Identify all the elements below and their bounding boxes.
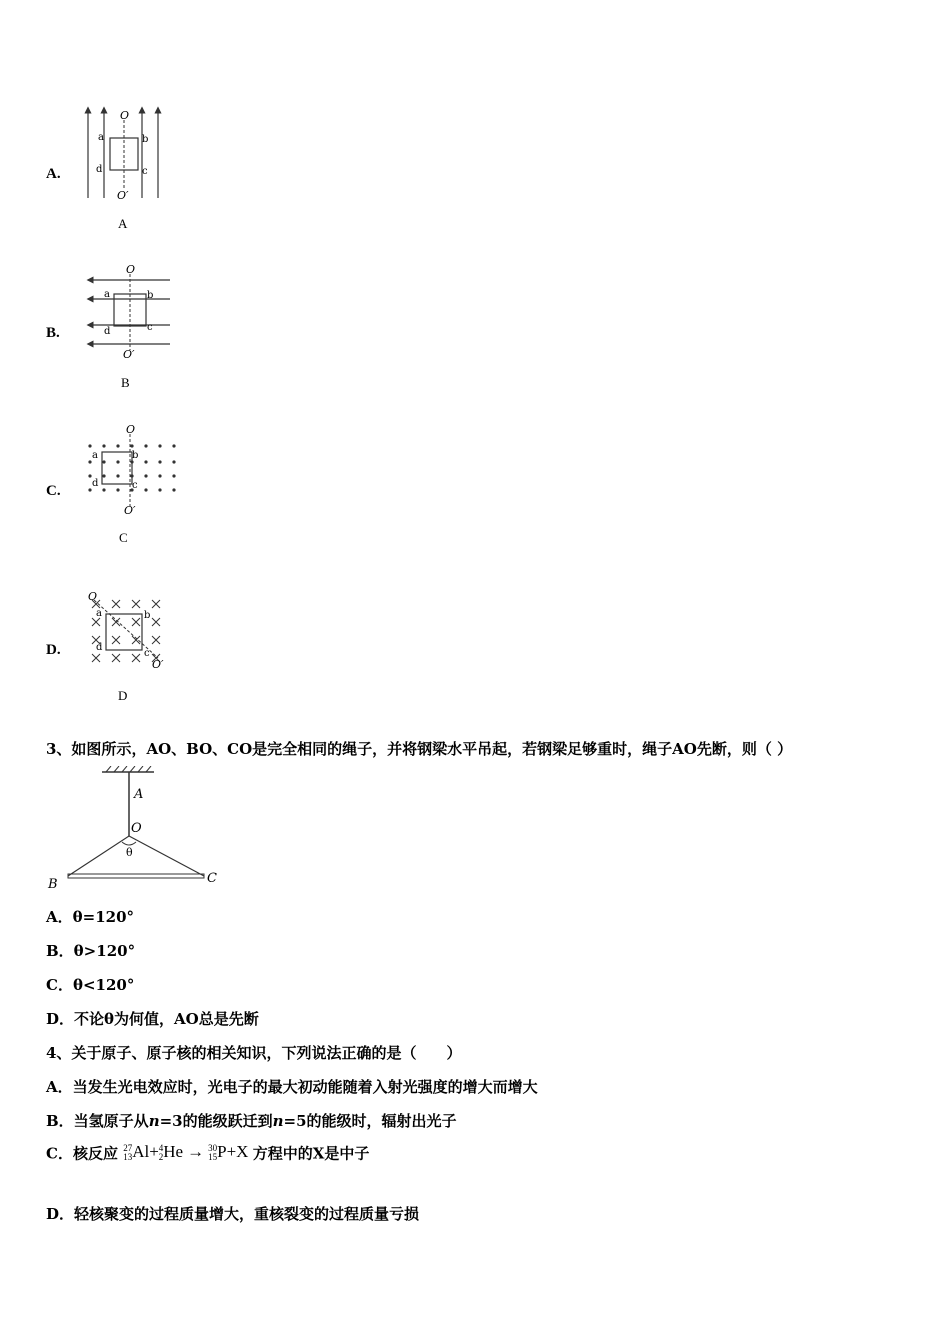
field-dot xyxy=(144,488,147,491)
field-cross xyxy=(92,618,100,626)
field-cross xyxy=(152,600,160,608)
he-mass: 4 xyxy=(158,1143,164,1154)
al-charge: 13 xyxy=(123,1152,133,1163)
p-symbol: P xyxy=(217,1142,227,1161)
fig-c-o-prime: O′ xyxy=(124,504,136,517)
field-dot xyxy=(172,444,175,447)
q3-label-c: C xyxy=(207,871,217,886)
field-dot xyxy=(102,460,105,463)
q3-label-theta: θ xyxy=(126,846,133,859)
figure-c-dot-field xyxy=(82,420,182,520)
q3-option-a: A．θ=120° xyxy=(46,908,135,926)
option-b-label: B. xyxy=(46,325,60,341)
al-mass: 27 xyxy=(123,1143,133,1154)
he-charge: 2 xyxy=(158,1152,164,1163)
field-cross xyxy=(132,654,140,662)
field-dot xyxy=(102,488,105,491)
figure-a-vertical-field xyxy=(82,106,172,206)
q3-option-b: B．θ>120° xyxy=(46,942,136,960)
fig-c-b: b xyxy=(132,450,139,461)
fig-c-a: a xyxy=(92,450,98,461)
fig-a-o-prime: O′ xyxy=(117,189,129,202)
field-dot xyxy=(158,444,161,447)
field-dot xyxy=(144,444,147,447)
field-dot xyxy=(116,460,119,463)
fig-b-o-prime: O′ xyxy=(123,348,135,361)
fig-d-a: a xyxy=(96,608,102,619)
field-cross xyxy=(92,654,100,662)
fig-b-c: c xyxy=(147,322,153,333)
figure-d-caption: D xyxy=(118,688,128,703)
figure-b-caption: B xyxy=(121,375,130,390)
he-symbol: He xyxy=(163,1142,184,1161)
q4-option-a: A．当发生光电效应时，光电子的最大初动能随着入射光强度的增大而增大 xyxy=(46,1078,538,1096)
field-cross xyxy=(112,654,120,662)
fig-d-o: O xyxy=(88,590,98,603)
fig-c-c: c xyxy=(132,480,138,491)
q4-stem: 4、关于原子、原子核的相关知识，下列说法正确的是（ ） xyxy=(46,1044,462,1062)
option-c-label: C. xyxy=(46,483,61,499)
q4-b-n2: n xyxy=(272,1112,284,1130)
q4-option-c xyxy=(46,1142,369,1164)
q4-c-suffix: 方程中的X是中子 xyxy=(252,1144,370,1163)
fig-b-b: b xyxy=(147,290,154,301)
field-dot xyxy=(172,474,175,477)
p-charge: 15 xyxy=(208,1152,218,1163)
field-cross xyxy=(112,600,120,608)
q3-rope-diagram xyxy=(44,766,234,892)
figure-d-cross-field xyxy=(82,588,177,673)
field-cross xyxy=(152,636,160,644)
field-dot xyxy=(116,444,119,447)
eq-arrow: → xyxy=(187,1142,205,1161)
p-mass: 30 xyxy=(208,1143,218,1154)
fig-b-d: d xyxy=(104,326,111,337)
fig-c-o: O xyxy=(126,423,136,436)
field-dot xyxy=(172,460,175,463)
field-dot xyxy=(102,474,105,477)
q3-label-b: B xyxy=(48,877,58,892)
field-dot xyxy=(158,474,161,477)
field-dot xyxy=(116,474,119,477)
field-cross xyxy=(112,636,120,644)
q3-option-c: C．θ<120° xyxy=(46,976,135,994)
al-symbol: Al xyxy=(132,1142,150,1161)
q3-label-a: A xyxy=(134,787,144,802)
field-cross xyxy=(152,618,160,626)
field-cross xyxy=(132,618,140,626)
field-cross xyxy=(112,618,120,626)
field-dot xyxy=(116,488,119,491)
fig-a-c: c xyxy=(142,166,148,177)
q4-b-mid1: =3的能级跃迁到 xyxy=(159,1112,273,1130)
fig-b-a: a xyxy=(104,289,110,300)
fig-a-d: d xyxy=(96,164,103,175)
fig-d-b: b xyxy=(144,610,151,621)
figure-c-caption: C xyxy=(119,530,128,545)
eq-plus1: + xyxy=(149,1142,159,1161)
option-d-label: D. xyxy=(46,642,61,658)
field-dot xyxy=(144,474,147,477)
figure-b-horizontal-field xyxy=(82,262,177,362)
q4-c-prefix: C．核反应 xyxy=(46,1144,118,1163)
q3-option-d: D．不论θ为何值，AO总是先断 xyxy=(46,1010,259,1028)
option-a-label: A. xyxy=(46,166,61,182)
field-dot xyxy=(172,488,175,491)
fig-a-b: b xyxy=(142,134,149,145)
field-dot xyxy=(144,460,147,463)
field-dot xyxy=(158,460,161,463)
field-dot xyxy=(130,444,133,447)
figure-a-caption: A xyxy=(118,216,128,231)
q4-option-b xyxy=(46,1110,457,1131)
q4-b-n1: n xyxy=(148,1112,160,1130)
fig-a-a: a xyxy=(98,132,104,143)
q3-stem: 3、如图所示，AO、BO、CO是完全相同的绳子，并将钢梁水平吊起，若钢梁足够重时，绳子AO先断，则（ ） xyxy=(46,740,793,758)
q4-b-prefix: B．当氢原子从 xyxy=(46,1112,149,1130)
field-dot xyxy=(88,444,91,447)
q4-b-mid2: =5的能级时，辐射出光子 xyxy=(283,1112,457,1130)
nuclear-equation xyxy=(123,1142,253,1161)
eq-plus-x: +X xyxy=(226,1142,249,1161)
fig-d-o-prime: O′ xyxy=(152,658,164,671)
fig-d-c: c xyxy=(144,648,150,659)
field-dot xyxy=(158,488,161,491)
fig-b-o: O xyxy=(126,263,136,276)
q4-option-d: D．轻核聚变的过程质量增大，重核裂变的过程质量亏损 xyxy=(46,1205,420,1223)
fig-c-d: d xyxy=(92,478,99,489)
q3-label-o: O xyxy=(131,821,142,836)
field-dot xyxy=(102,444,105,447)
field-cross xyxy=(132,600,140,608)
fig-a-o: O xyxy=(120,109,130,122)
fig-d-d: d xyxy=(96,642,103,653)
